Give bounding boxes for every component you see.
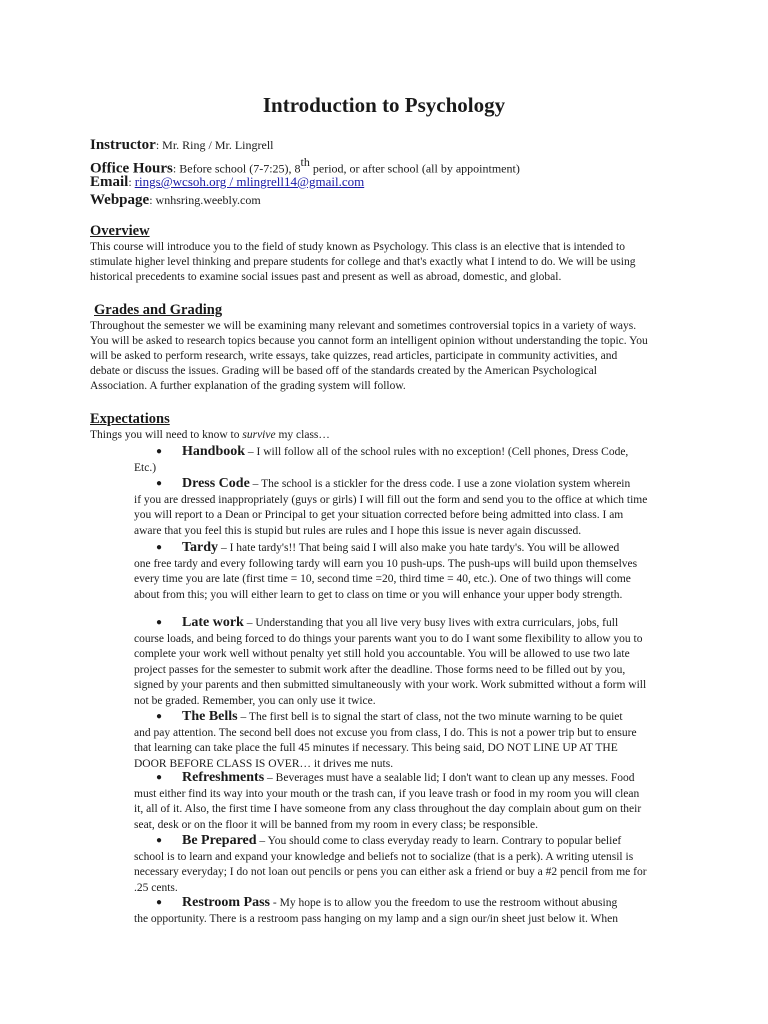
item-first-line: – I hate tardy's!! That being said I will also make you hate tardy's. You will be allowed xyxy=(218,542,620,554)
item-term: Be Prepared xyxy=(182,833,257,848)
item-text: and pay attention. The second bell does not excuse you from class, I do. This is not a power trip but to ensure that learning can take place the full 45 minutes if necessary. This being said, DO NOT LINE UP AT THE DOOR BEFORE CLASS IS OVER… it drives me nuts. xyxy=(134,726,637,770)
email-label: Email xyxy=(90,174,129,190)
list-item-be-prepared xyxy=(134,833,649,896)
item-first-line: – I will follow all of the school rules with no exception! (Cell phones, Dress Code, xyxy=(245,446,629,458)
item-term: Refreshments xyxy=(182,770,265,785)
instructor-label: Instructor xyxy=(90,137,156,153)
item-term: Dress Code xyxy=(182,476,250,491)
item-first-line: – Beverages must have a sealable lid; I don't want to clean up any messes. Food xyxy=(264,772,635,784)
webpage-label: Webpage xyxy=(90,192,150,208)
list-item-tardy xyxy=(134,540,649,603)
item-term: Restroom Pass xyxy=(182,895,271,910)
item-text: Etc.) xyxy=(134,461,157,474)
office-hours-value: : Before school (7-7:25), 8 xyxy=(172,161,301,176)
office-hours-label: Office Hours xyxy=(90,160,173,177)
office-hours-superscript: th xyxy=(300,155,310,169)
email-separator: : xyxy=(128,175,135,189)
webpage-value: : wnhsring.weebly.com xyxy=(149,193,261,207)
document-title: Introduction to Psychology xyxy=(262,93,506,117)
overview-text: This course will introduce you to the field of study known as Psychology. This class is an elective that is intended to stimulate higher level thinking and prepare students for college and that's exactly what I intend to do. We will be using historical precedents to examine social issues past and present as well as abroad, domestic, and global. xyxy=(90,241,636,283)
email-line xyxy=(90,173,364,191)
item-text: must either find its way into your mouth or the trash can, if you leave trash or food in my room you will clean it, all of it. Also, the first time I have someone from any class throughout the day complain about gum on their seat, desk or on the floor it will be banned from my room in every class; be responsible. xyxy=(134,787,642,831)
expectations-intro-emphasis: survive xyxy=(242,429,276,441)
list-item-handbook xyxy=(134,444,649,476)
bullet-icon: ● xyxy=(156,478,163,489)
item-first-line: – Understanding that you all live very busy lives with extra curriculars, jobs, full xyxy=(243,617,619,629)
bullet-icon: ● xyxy=(156,711,163,722)
item-first-line: – The school is a stickler for the dress code. I use a zone violation system wherein xyxy=(249,478,631,490)
instructor-value: : Mr. Ring / Mr. Lingrell xyxy=(155,138,274,152)
item-text: school is to learn and expand your knowledge and beliefs not to socialize (that is a perk). A writing utensil is necessary everyday; I do not loan out pencils or pens you can either ask a friend or buy a #2 pencil from me for .25 cents. xyxy=(134,850,647,894)
office-hours-value-rest: period, or after school (all by appointment) xyxy=(309,161,520,176)
item-term: Late work xyxy=(182,615,244,630)
list-item-dress-code xyxy=(134,476,649,539)
list-item-the-bells xyxy=(134,709,649,772)
bullet-icon: ● xyxy=(156,446,163,457)
item-text: if you are dressed inappropriately (guys or girls) I will fill out the form and send you to the office at which time you will report to a Dean or Principal to get your situation corrected before being admitted into class. I am aware that you feel this is stupid but rules are rules and I hope this issue is never again discussed. xyxy=(134,493,648,537)
bullet-icon: ● xyxy=(156,542,163,553)
bullet-icon: ● xyxy=(156,835,163,846)
item-text: course loads, and being forced to do things your parents want you to do I want some flexibility to allow you to complete your work well without penalty yet still hold you accountable. You will be allowed to use two late project passes for the semester to submit work after the deadline. Those forms need to be filled out by you, signed by your parents and then submitted simultaneously with your work. Work submitted without a form will not be graded. Remember, you can only use it twice. xyxy=(134,632,647,707)
email-link[interactable]: rings@wcsoh.org / mlingrell14@gmail.com xyxy=(134,174,365,189)
item-term: Tardy xyxy=(182,540,219,555)
bullet-icon: ● xyxy=(156,897,163,908)
grades-heading: Grades and Grading xyxy=(94,302,223,318)
expectations-intro xyxy=(90,428,650,443)
item-term: Handbook xyxy=(182,444,246,459)
bullet-icon: ● xyxy=(156,617,163,628)
expectations-intro-a: Things you will need to know to xyxy=(90,429,243,441)
list-item-late-work xyxy=(134,615,649,710)
bullet-icon: ● xyxy=(156,772,163,783)
instructor-line xyxy=(90,136,274,154)
list-item-refreshments xyxy=(134,770,649,833)
expectations-heading: Expectations xyxy=(90,411,170,427)
item-first-line: – You should come to class everyday ready to learn. Contrary to popular belief xyxy=(256,835,622,847)
webpage-line xyxy=(90,191,261,209)
item-first-line: – The first bell is to signal the start of class, not the two minute warning to be quiet xyxy=(237,711,623,723)
overview-heading: Overview xyxy=(90,223,150,239)
expectations-intro-b: my class… xyxy=(275,429,330,441)
item-first-line: - My hope is to allow you the freedom to use the restroom without abusing xyxy=(270,897,618,909)
grades-text: Throughout the semester we will be examining many relevant and sometimes controversial topics in a variety of ways. You will be asked to research topics because you cannot form an intelligent opinion without understanding the topic. You will be asked to perform research, write essays, take quizzes, read articles, participate in community activities, and debate or discuss the issues. Grading will be based off of the standards created by the American Psychological Association. A further explanation of the grading system will follow. xyxy=(90,320,648,392)
item-text: one free tardy and every following tardy will earn you 10 push-ups. The push-ups will build upon themselves every time you are late (first time = 10, second time =20, third time = 40, etc.). One of two things will come about from this; you will either learn to get to class on time or you will enhance your upper body strength. xyxy=(134,557,638,601)
list-item-restroom-pass xyxy=(134,895,649,927)
item-text: the opportunity. There is a restroom pass hanging on my lamp and a sign our/in sheet just below it. When xyxy=(134,912,618,925)
item-term: The Bells xyxy=(182,709,238,724)
